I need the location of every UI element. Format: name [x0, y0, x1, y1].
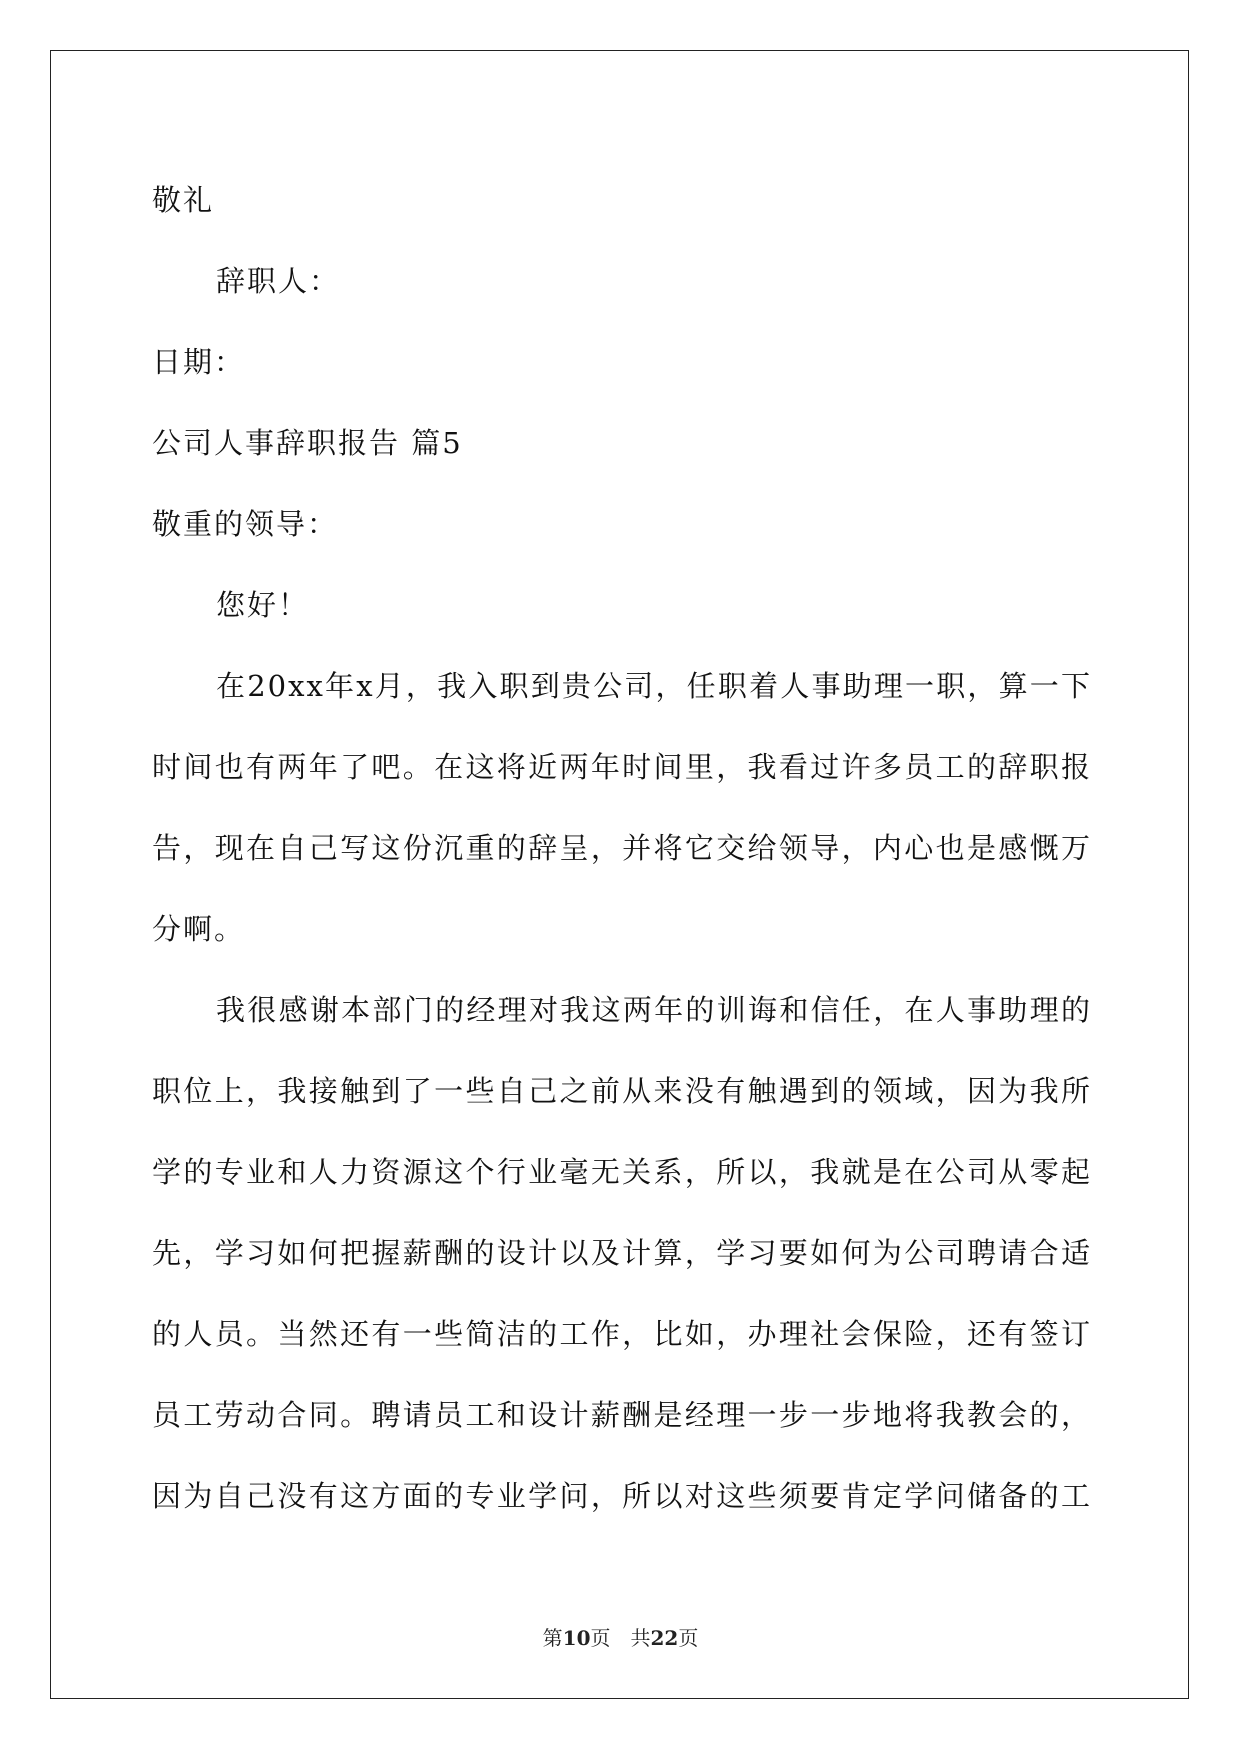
- paragraph-line: 告，现在自己写这份沉重的辞呈，并将它交给领导，内心也是感慨万: [152, 831, 1092, 865]
- date-line: 日期：: [152, 345, 246, 379]
- salutation: 敬重的领导：: [152, 507, 339, 541]
- paragraph-line: 的人员。当然还有一些简洁的工作，比如，办理社会保险，还有签订: [152, 1317, 1092, 1351]
- footer-suffix: 页: [678, 1626, 699, 1650]
- paragraph-line: 分啊。: [152, 912, 246, 946]
- document-body: [152, 160, 1092, 1537]
- paragraph-line: 学的专业和人力资源这个行业毫无关系，所以，我就是在公司从零起: [152, 1155, 1092, 1189]
- page-footer: [0, 1622, 1241, 1651]
- footer-mid: 页 共: [590, 1626, 651, 1650]
- paragraph-line: 先，学习如何把握薪酬的设计以及计算，学习要如何为公司聘请合适: [152, 1236, 1092, 1270]
- paragraph-1: [152, 646, 1092, 970]
- paragraph-2: [152, 970, 1092, 1537]
- current-page-number: 10: [562, 1626, 591, 1650]
- section-title: 公司人事辞职报告 篇5: [152, 426, 463, 460]
- paragraph-line: 我很感谢本部门的经理对我这两年的训诲和信任，在人事助理的: [216, 993, 1092, 1027]
- paragraph-line: 职位上，我接触到了一些自己之前从来没有触遇到的领域，因为我所: [152, 1074, 1092, 1108]
- greeting: 您好！: [216, 588, 310, 622]
- footer-prefix: 第: [542, 1626, 563, 1650]
- total-pages-number: 22: [650, 1626, 679, 1650]
- resigner-line: 辞职人：: [216, 264, 341, 298]
- closing-line: 敬礼: [152, 183, 215, 217]
- paragraph-line: 时间也有两年了吧。在这将近两年时间里，我看过许多员工的辞职报: [152, 750, 1092, 784]
- paragraph-line: 因为自己没有这方面的专业学问，所以对这些须要肯定学问储备的工: [152, 1479, 1092, 1513]
- paragraph-line: 在20xx年x月，我入职到贵公司，任职着人事助理一职，算一下: [216, 669, 1092, 703]
- paragraph-line: 员工劳动合同。聘请员工和设计薪酬是经理一步一步地将我教会的，: [152, 1398, 1092, 1432]
